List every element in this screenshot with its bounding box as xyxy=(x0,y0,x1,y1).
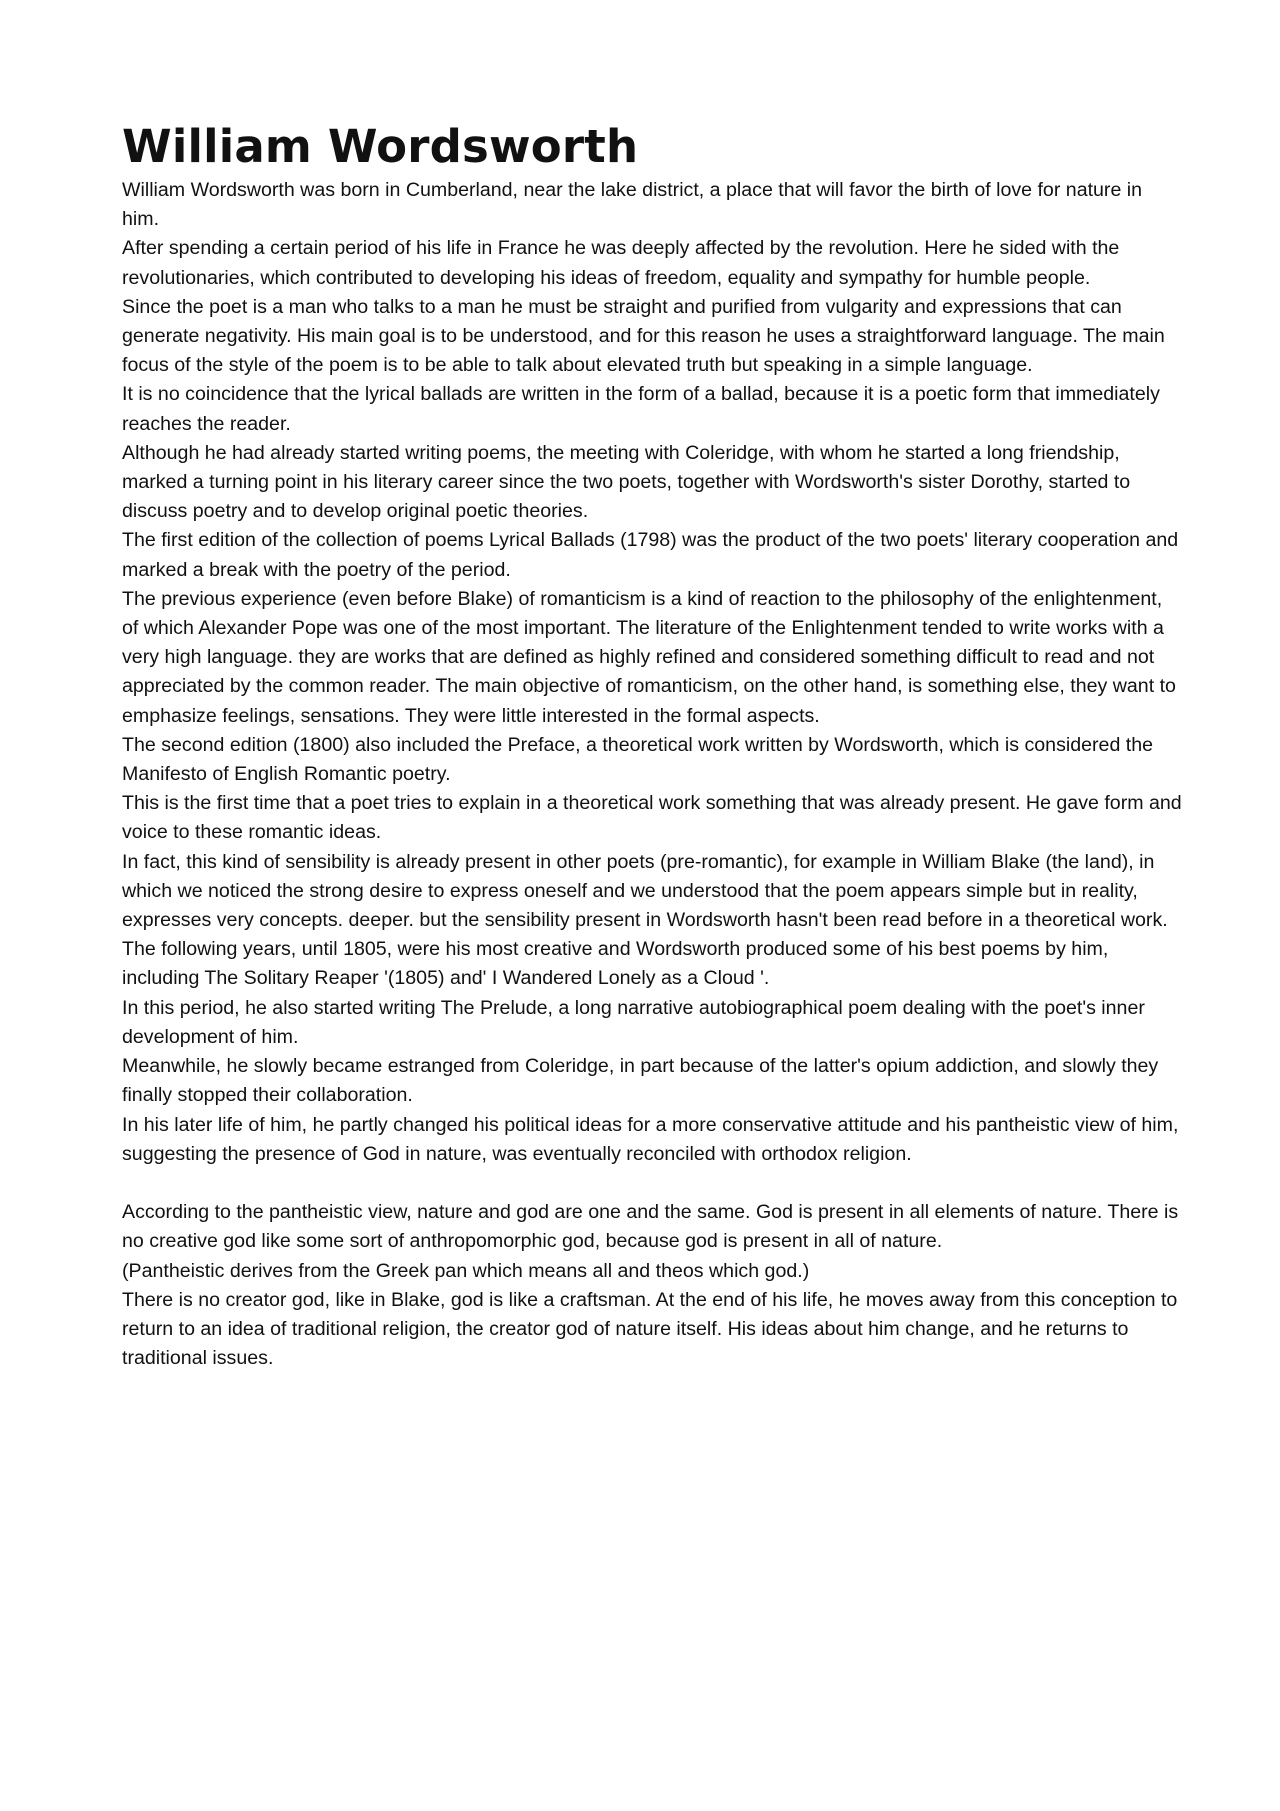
document-title: William Wordsworth xyxy=(122,120,639,173)
paragraph: Although he had already started writing poems, the meeting with Coleridge, with whom he started a long friendship, marked a turning point in his literary career since the two poets, together with Wordsworth's sister Dorothy, started to discuss poetry and to develop original poetic theories. xyxy=(122,441,1131,523)
paragraph: (Pantheistic derives from the Greek pan which means all and theos which god.) xyxy=(122,1259,810,1282)
paragraph: The second edition (1800) also included the Preface, a theoretical work written by Wordsworth, which is considered the Manifesto of English Romantic poetry. xyxy=(122,733,1154,786)
paragraph: The following years, until 1805, were his most creative and Wordsworth produced some of his best poems by him, including The Solitary Reaper '(1805) and' I Wandered Lonely as a Cloud '. xyxy=(122,938,1109,990)
document-page xyxy=(122,118,1182,1373)
paragraph: It is no coincidence that the lyrical ballads are written in the form of a ballad, because it is a poetic form that immediately reaches the reader. xyxy=(122,383,1160,435)
paragraph: The previous experience (even before Blake) of romanticism is a kind of reaction to the philosophy of the enlightenment, of which Alexander Pope was one of the most important. The literature of the Enlightenment tended to write works with a very high language. they are works that are defined as highly refined and considered something difficult to read and not appreciated by the common reader. The main objective of romanticism, on the other hand, is something else, they want to emphasize feelings, sensations. They were little interested in the formal aspects. xyxy=(122,587,1176,727)
document-body xyxy=(122,176,1182,1373)
paragraph: In fact, this kind of sensibility is already present in other poets (pre-romantic), for example in William Blake (the land), in which we noticed the strong desire to express oneself and we understood that the poem appears simple but in reality, expresses very concepts. deeper. but the sensibility present in Wordsworth hasn't been read before in a theoretical work. xyxy=(122,850,1168,932)
paragraph: William Wordsworth was born in Cumberland, near the lake district, a place that will favor the birth of love for nature in him. xyxy=(122,179,1143,231)
paragraph: According to the pantheistic view, nature and god are one and the same. God is present in all elements of nature. There is no creative god like some sort of anthropomorphic god, because god is present in all of nature. xyxy=(122,1201,1179,1253)
paragraph: The first edition of the collection of poems Lyrical Ballads (1798) was the product of the two poets' literary cooperation and marked a break with the poetry of the period. xyxy=(122,529,1179,581)
paragraph: This is the first time that a poet tries to explain in a theoretical work something that was already present. He gave form and voice to these romantic ideas. xyxy=(122,792,1182,844)
blank-line xyxy=(122,1169,1182,1198)
paragraph: In his later life of him, he partly changed his political ideas for a more conservative attitude and his pantheistic view of him, suggesting the presence of God in nature, was eventually reconciled with orthodox religion. xyxy=(122,1113,1179,1165)
paragraph: In this period, he also started writing The Prelude, a long narrative autobiographical poem dealing with the poet's inner development of him. xyxy=(122,996,1145,1048)
paragraph: Since the poet is a man who talks to a man he must be straight and purified from vulgarity and expressions that can generate negativity. His main goal is to be understood, and for this reason he uses a straightforward language. The main focus of the style of the poem is to be able to talk about elevated truth but speaking in a simple language. xyxy=(122,295,1165,377)
paragraph: There is no creator god, like in Blake, god is like a craftsman. At the end of his life, he moves away from this conception to return to an idea of traditional religion, the creator god of nature itself. His ideas about him change, and he returns to traditional issues. xyxy=(122,1288,1178,1370)
paragraph: After spending a certain period of his life in France he was deeply affected by the revolution. Here he sided with the revolutionaries, which contributed to developing his ideas of freedom, equality and sympathy for humble people. xyxy=(122,237,1120,289)
paragraph: Meanwhile, he slowly became estranged from Coleridge, in part because of the latter's opium addiction, and slowly they finally stopped their collaboration. xyxy=(122,1055,1159,1107)
